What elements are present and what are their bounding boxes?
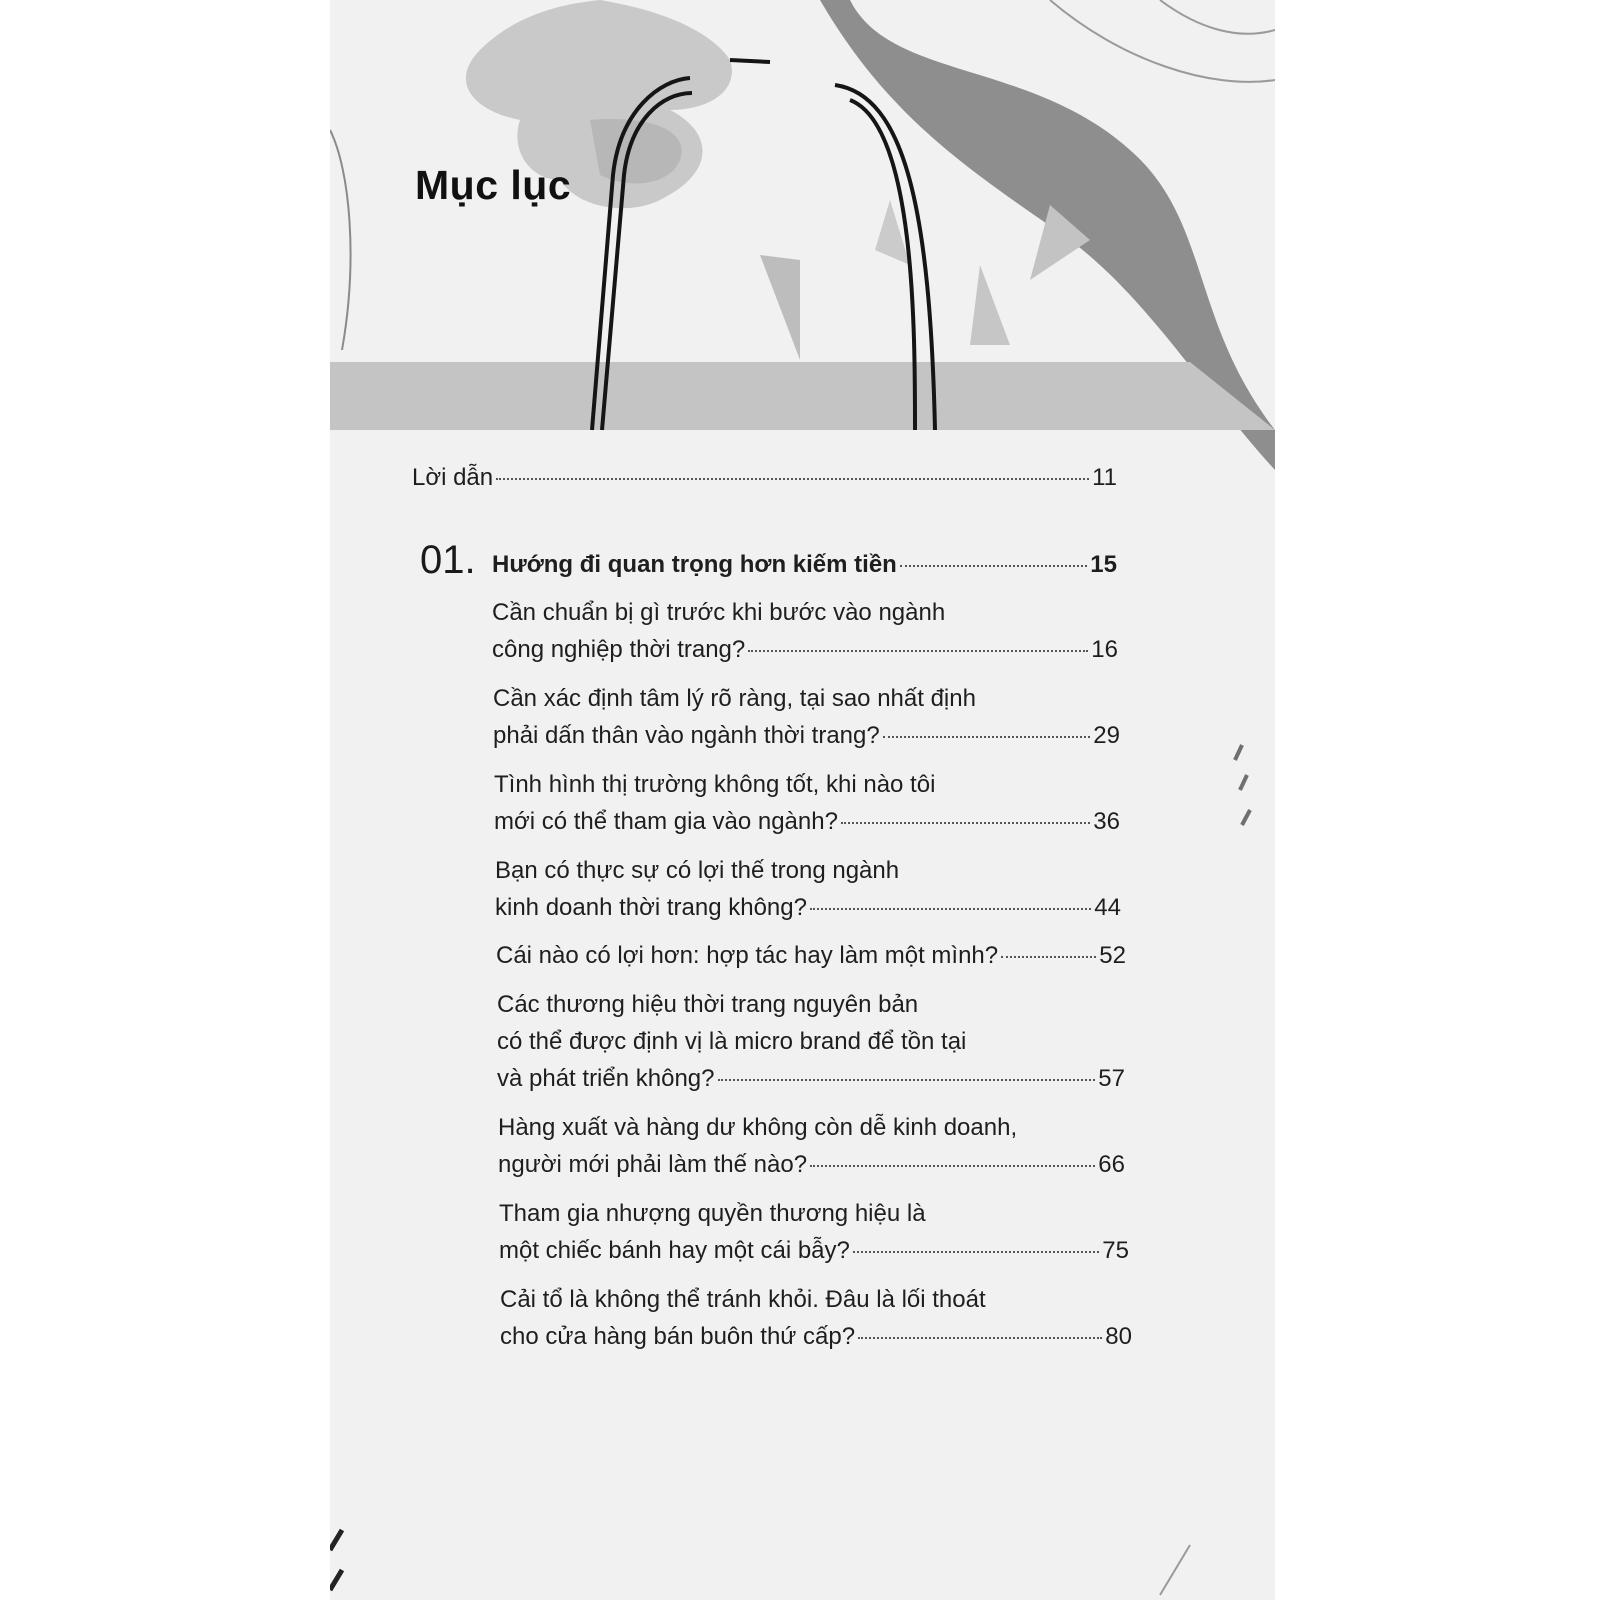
book-page xyxy=(330,0,1275,1600)
toc-page-number: 52 xyxy=(1099,942,1126,969)
toc-entry-line: Cải tổ là không thể tránh khỏi. Đâu là lối thoát xyxy=(500,1286,986,1313)
toc-page-number: 44 xyxy=(1094,894,1121,921)
toc-entry-line: Cần chuẩn bị gì trước khi bước vào ngành xyxy=(492,599,946,626)
outline-curve xyxy=(330,130,351,350)
dot-leader xyxy=(900,565,1087,567)
toc-page-number: 29 xyxy=(1093,722,1120,749)
bag-handle xyxy=(730,60,770,62)
toc-entry[interactable] xyxy=(494,766,1120,840)
toc-entry[interactable] xyxy=(499,1195,1129,1269)
dot-leader xyxy=(841,822,1090,824)
toc-page-number: 80 xyxy=(1105,1323,1132,1350)
dash-mark xyxy=(1235,745,1242,760)
toc-entry[interactable] xyxy=(496,937,1126,974)
dot-leader xyxy=(496,478,1089,480)
dot-leader xyxy=(810,1165,1095,1167)
toc-entry-line: công nghiệp thời trang? xyxy=(492,636,746,663)
shard-shape xyxy=(970,265,1010,345)
toc-entry[interactable] xyxy=(498,1109,1125,1183)
toc-entry[interactable] xyxy=(492,594,1118,668)
toc-entry-line: Hàng xuất và hàng dư không còn dễ kinh doanh, xyxy=(498,1114,1018,1141)
dash-mark xyxy=(1242,810,1250,825)
chapter-number: 01. xyxy=(420,538,476,582)
toc-page-number: 75 xyxy=(1102,1237,1129,1264)
toc-entry-line: có thể được định vị là micro brand để tồn tại xyxy=(497,1028,967,1055)
toc-entry-line: Các thương hiệu thời trang nguyên bản xyxy=(497,991,919,1018)
toc-entry-line: Tình hình thị trường không tốt, khi nào tôi xyxy=(494,771,936,798)
toc-entry[interactable] xyxy=(500,1281,1132,1355)
toc-entry-line: và phát triển không? xyxy=(497,1065,715,1092)
toc-entry-line: phải dấn thân vào ngành thời trang? xyxy=(493,722,880,749)
chapter-title: Hướng đi quan trọng hơn kiếm tiền xyxy=(492,551,897,578)
dot-leader xyxy=(1001,956,1096,958)
dot-leader xyxy=(718,1079,1096,1081)
toc-entry-title: Lời dẫn xyxy=(412,464,494,491)
toc-page-number: 15 xyxy=(1090,551,1117,578)
toc-title: Mục lục xyxy=(415,162,572,208)
toc-entry-intro[interactable] xyxy=(412,459,1117,496)
dash-mark xyxy=(1240,775,1247,790)
toc-entry-line: kinh doanh thời trang không? xyxy=(495,894,807,921)
toc-page-number: 66 xyxy=(1098,1151,1125,1178)
outline-curve xyxy=(1050,0,1275,82)
dot-leader xyxy=(748,650,1088,652)
dot-leader xyxy=(883,736,1091,738)
dot-leader xyxy=(858,1337,1102,1339)
dash-mark xyxy=(1160,1545,1190,1595)
shard-shape xyxy=(760,255,800,360)
dot-leader xyxy=(853,1251,1099,1253)
bag-band xyxy=(330,362,1275,430)
toc-page-number: 16 xyxy=(1091,636,1118,663)
toc-entry-line: Bạn có thực sự có lợi thế trong ngành xyxy=(495,857,900,884)
toc-entry-line: Cái nào có lợi hơn: hợp tác hay làm một mình? xyxy=(496,942,999,969)
toc-entry[interactable] xyxy=(497,986,1125,1097)
toc-entry-line: Tham gia nhượng quyền thương hiệu là xyxy=(499,1200,926,1227)
toc-entry-chapter[interactable] xyxy=(492,546,1117,583)
toc-entry-line: cho cửa hàng bán buôn thứ cấp? xyxy=(500,1323,856,1350)
outline-curve xyxy=(1160,0,1275,34)
toc-entry-line: người mới phải làm thế nào? xyxy=(498,1151,808,1178)
toc-entry-line: mới có thể tham gia vào ngành? xyxy=(494,808,838,835)
dash-mark xyxy=(330,1570,342,1590)
toc-entry[interactable] xyxy=(493,680,1120,754)
toc-entry[interactable] xyxy=(495,852,1121,926)
toc-page-number: 11 xyxy=(1092,464,1117,491)
dot-leader xyxy=(810,908,1091,910)
toc-entry-line: một chiếc bánh hay một cái bẫy? xyxy=(499,1237,850,1264)
dash-mark xyxy=(330,1530,342,1550)
toc-page-number: 57 xyxy=(1098,1065,1125,1092)
toc-page-number: 36 xyxy=(1093,808,1120,835)
toc-entry-line: Cần xác định tâm lý rõ ràng, tại sao nhất định xyxy=(493,685,976,712)
